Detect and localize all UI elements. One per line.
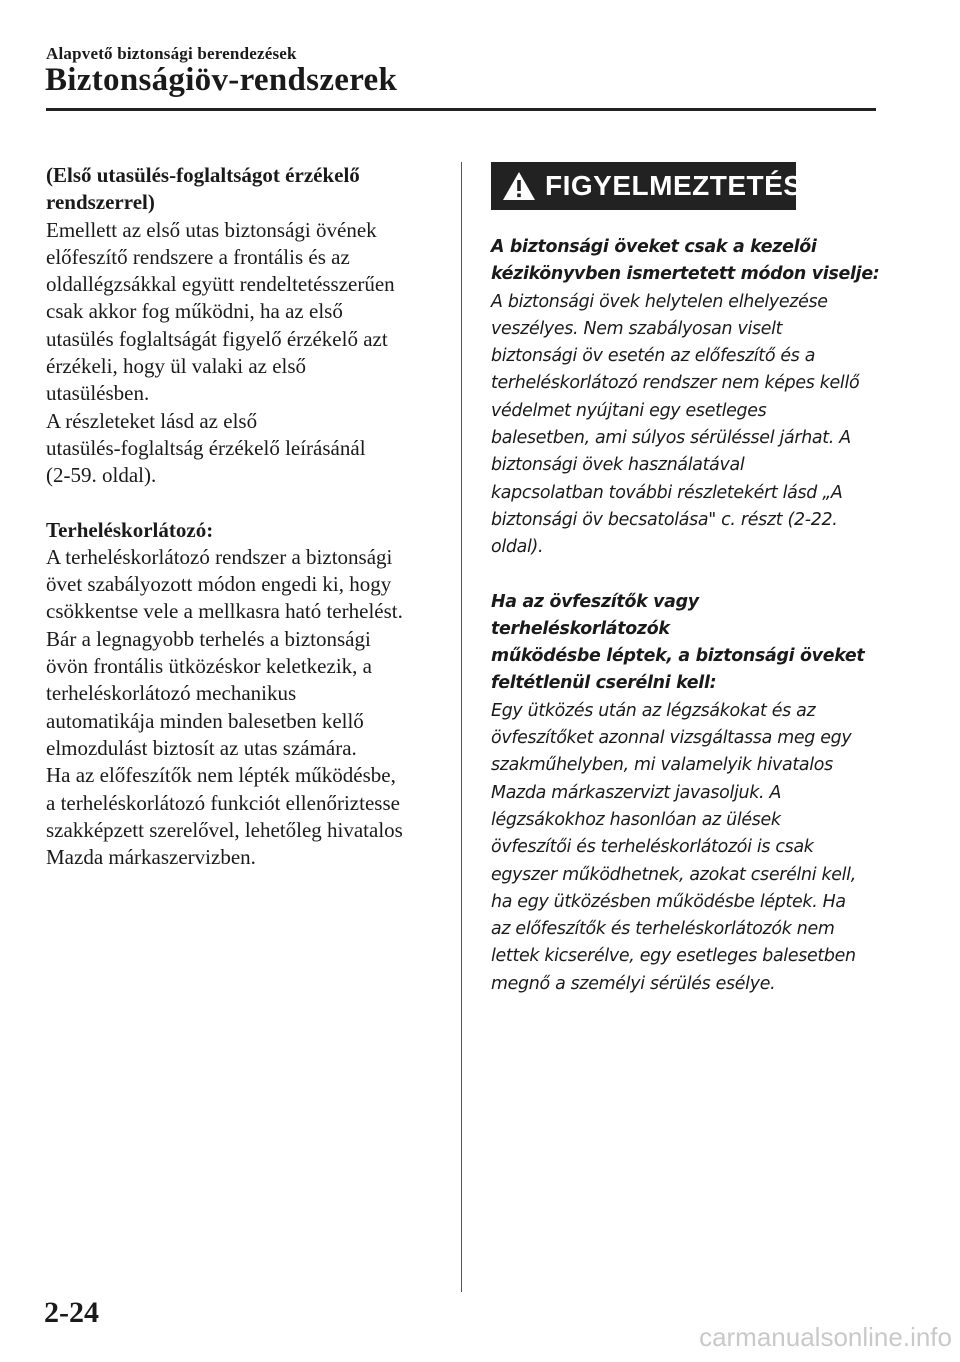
- right-column: [491, 162, 881, 998]
- warning-text-line: oldal).: [491, 537, 544, 558]
- warning-text-line: egyszer működhetnek, azokat cserélni kell,: [491, 864, 856, 885]
- warning-text-line: szakműhelyben, mi valamelyik hivatalos: [491, 755, 833, 776]
- text-line: automatikája minden balesetben kellő: [46, 708, 364, 733]
- text-line: övet szabályozott módon engedi ki, hogy: [46, 572, 392, 597]
- warning-text-line: légzsákokhoz hasonlóan az ülések: [491, 809, 781, 830]
- text-line: csökkentse vele a mellkasra ható terhelést.: [46, 599, 403, 624]
- warning-triangle-icon: [501, 170, 537, 202]
- heading-load-limiter: Terheléskorlátozó:: [46, 517, 214, 542]
- warning-banner: [491, 162, 803, 210]
- warning-heading-line: feltétlenül cserélni kell:: [491, 673, 717, 694]
- text-line: A terheléskorlátozó rendszer a biztonsági: [46, 544, 393, 569]
- text-line: A részleteket lásd az első: [46, 408, 258, 433]
- warning-text-line: Mazda márkaszervizt javasoljuk. A: [491, 782, 782, 803]
- warning-heading-line: Ha az övfeszítők vagy terheléskorlátozók: [491, 591, 699, 639]
- warning-text: [491, 234, 881, 998]
- page-number: 2-24: [44, 1296, 99, 1329]
- text-line: (2-59. oldal).: [46, 463, 157, 488]
- text-line: Ha az előfeszítők nem lépték működésbe,: [46, 763, 396, 788]
- text-line: Bár a legnagyobb terhelés a biztonsági: [46, 626, 371, 651]
- left-column: [46, 162, 446, 871]
- warning-text-line: biztonsági övek használatával: [491, 455, 745, 476]
- text-line: csak akkor fog működni, ha az első: [46, 299, 343, 324]
- text-line: utasülésben.: [46, 381, 150, 406]
- warning-text-line: biztonsági öv esetén az előfeszítő és a: [491, 346, 816, 367]
- heading-passenger-sensor-l1: (Első utasülés-foglaltságot érzékelő: [46, 163, 360, 187]
- watermark: carmanualsonline.info: [699, 1322, 952, 1352]
- text-line: oldallégzsákkal együtt rendeltetésszerűen: [46, 272, 395, 297]
- text-line: utasülés-foglaltság érzékelő leírásánál: [46, 435, 366, 460]
- section-header: Alapvető biztonsági berendezések: [46, 44, 297, 63]
- warning-heading-line: A biztonsági öveket csak a kezelői: [491, 237, 817, 257]
- warning-text-line: balesetben, ami súlyos sérüléssel járhat. A: [491, 428, 851, 449]
- column-divider: [461, 162, 462, 1292]
- text-line: Emellett az első utas biztonsági övének: [46, 217, 377, 242]
- text-line: a terheléskorlátozó funkciót ellenőriztesse: [46, 790, 400, 815]
- warning-text-line: övfeszítőket azonnal vizsgáltassa meg egy: [491, 728, 852, 749]
- text-line: szakképzett szerelővel, lehetőleg hivatalos: [46, 817, 403, 842]
- warning-text-line: Egy ütközés után az légzsákokat és az: [491, 700, 816, 721]
- warning-text-line: A biztonsági övek helytelen elhelyezése: [491, 291, 828, 312]
- text-line: övön frontális ütközéskor keletkezik, a: [46, 654, 372, 679]
- warning-text-line: védelmet nyújtani egy esetleges: [491, 400, 767, 421]
- warning-text-line: övfeszítői és terheléskorlátozói is csak: [491, 837, 814, 858]
- heading-passenger-sensor-l2: rendszerrel): [46, 190, 155, 215]
- warning-text-line: terheléskorlátozó rendszer nem képes kellő: [491, 373, 860, 394]
- text-line: elmozdulást biztosít az utas számára.: [46, 735, 357, 760]
- warning-text-line: ha egy ütközésben működésbe léptek. Ha: [491, 891, 846, 912]
- text-line: utasülés foglaltságát figyelő érzékelő azt: [46, 326, 388, 351]
- warning-text-line: kapcsolatban további részletekért lásd „A: [491, 482, 843, 503]
- warning-text-line: biztonsági öv becsatolása" c. részt (2-22.: [491, 509, 838, 530]
- warning-label: FIGYELMEZTETÉS: [545, 170, 803, 201]
- warning-text-line: megnő a személyi sérülés esélye.: [491, 973, 776, 994]
- text-line: előfeszítő rendszere a frontális és az: [46, 244, 350, 269]
- warning-text-line: lettek kicserélve, egy esetleges balesetben: [491, 946, 856, 967]
- text-line: érzékeli, hogy ül valaki az első: [46, 354, 307, 379]
- warning-heading-line: kézikönyvben ismertetett módon viselje:: [491, 264, 880, 285]
- warning-heading-line: működésbe léptek, a biztonsági öveket: [491, 646, 865, 667]
- warning-text-line: az előfeszítők és terheléskorlátozók nem: [491, 919, 835, 940]
- warning-text-line: veszélyes. Nem szabályosan viselt: [491, 318, 783, 339]
- header-rule: [46, 108, 876, 111]
- text-line: Mazda márkaszervizben.: [46, 845, 256, 870]
- text-line: terheléskorlátozó mechanikus: [46, 681, 297, 706]
- page-title: Biztonságiöv-rendszerek: [45, 62, 398, 98]
